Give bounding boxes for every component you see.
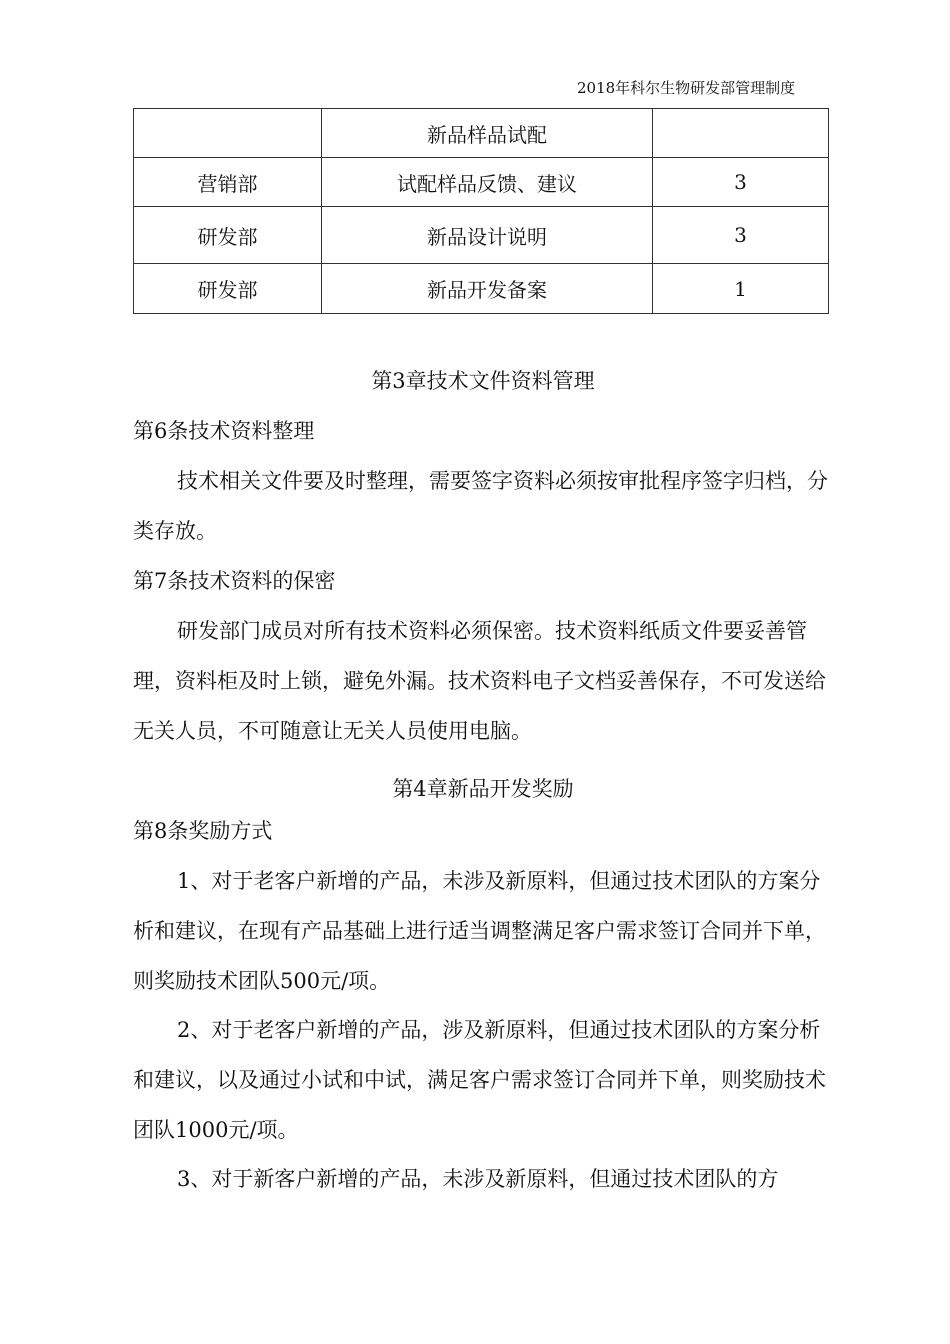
table-cell-dept	[134, 109, 322, 158]
article-8-item-3: 3、对于新客户新增的产品，未涉及新原料，但通过技术团队的方	[177, 1167, 779, 1191]
table-cell-qty: 3	[653, 207, 829, 264]
table-cell-qty	[653, 109, 829, 158]
article-7-title: 第7条技术资料的保密	[133, 569, 336, 593]
table-cell-qty: 1	[653, 264, 829, 314]
table-row	[134, 109, 829, 158]
running-header: 2018年科尔生物研发部管理制度	[577, 79, 796, 97]
table-cell-item: 试配样品反馈、建议	[322, 158, 653, 207]
chapter-3-title: 第3章技术文件资料管理	[371, 369, 595, 393]
article-7-body: 研发部门成员对所有技术资料必须保密。技术资料纸质文件要妥善管理，资料柜及时上锁，避免外漏。技术资料电子文档妥善保存，不可发送给无关人员，不可随意让无关人员使用电脑。	[133, 619, 826, 743]
article-6-title: 第6条技术资料整理	[133, 419, 315, 443]
article-8-title: 第8条奖励方式	[133, 819, 273, 843]
table-cell-dept: 研发部	[134, 264, 322, 314]
table-cell-qty: 3	[653, 158, 829, 207]
table-row	[134, 264, 829, 314]
table-cell-dept: 研发部	[134, 207, 322, 264]
table-cell-item: 新品设计说明	[322, 207, 653, 264]
chapter-4-title: 第4章新品开发奖励	[392, 777, 574, 801]
table-row	[134, 158, 829, 207]
table-row	[134, 207, 829, 264]
article-6-body: 技术相关文件要及时整理，需要签字资料必须按审批程序签字归档，分类存放。	[133, 469, 828, 543]
document-table	[133, 108, 829, 314]
table-cell-dept: 营销部	[134, 158, 322, 207]
article-8-item-1: 1、对于老客户新增的产品，未涉及新原料，但通过技术团队的方案分析和建议，在现有产品基础上进行适当调整满足客户需求签订合同并下单，则奖励技术团队500元/项。	[133, 869, 826, 993]
table-cell-item: 新品开发备案	[322, 264, 653, 314]
table-cell-item: 新品样品试配	[322, 109, 653, 158]
article-8-item-2: 2、对于老客户新增的产品，涉及新原料，但通过技术团队的方案分析和建议，以及通过小试和中试，满足客户需求签订合同并下单，则奖励技术团队1000元/项。	[133, 1018, 826, 1142]
